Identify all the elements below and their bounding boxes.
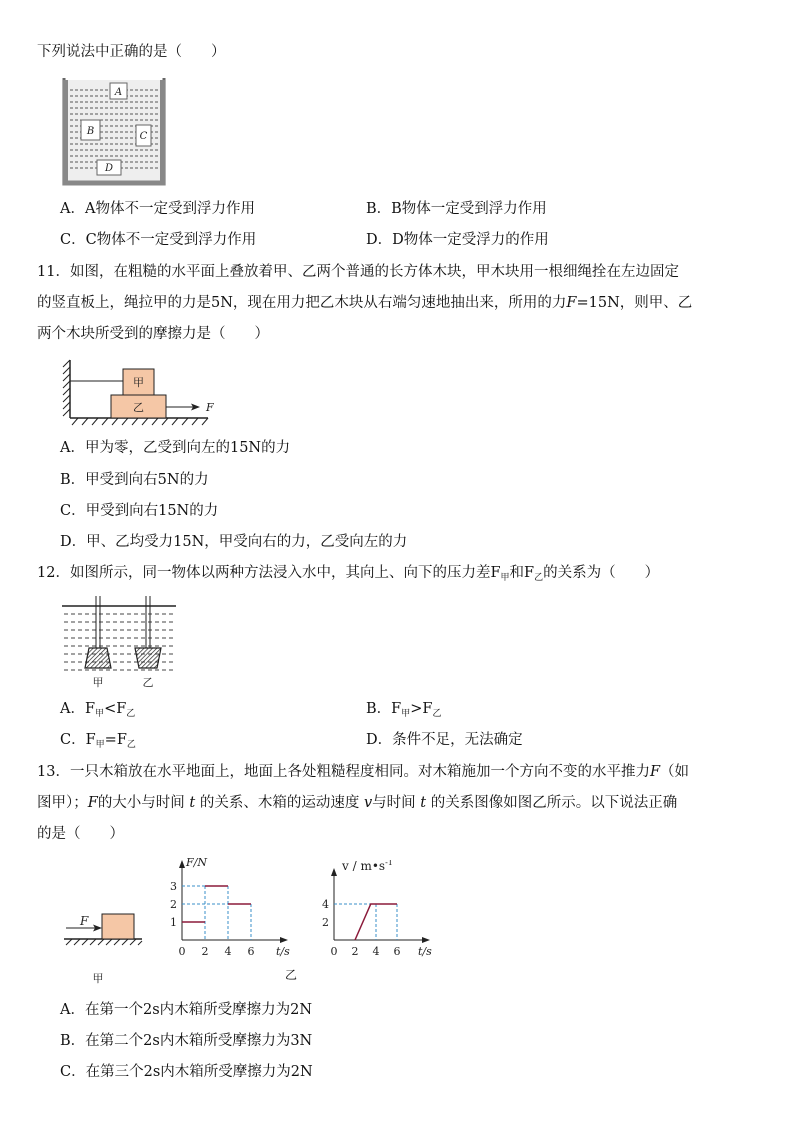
q11-stem-line2: 的竖直板上，绳拉甲的力是5N，现在用力把乙木块从右端匀速地抽出来，所用的力F=15N，则甲、乙 <box>37 295 693 311</box>
q13-option-b[interactable]: B．在第二个2s内木箱所受摩擦力为3N <box>60 1033 313 1049</box>
q11-option-c[interactable]: C．甲受到向右15N的力 <box>60 503 219 519</box>
label-b: B <box>86 126 95 137</box>
q11-blocks-figure <box>60 356 220 428</box>
v-t-chart <box>318 860 438 964</box>
q10-stem: 下列说法中正确的是（ ） <box>37 44 226 60</box>
label-yi: 乙 <box>142 676 154 689</box>
q10-option-a[interactable]: A．A物体不一定受到浮力作用 <box>60 201 255 217</box>
q10-option-b[interactable]: B．B物体一定受到浮力作用 <box>366 201 547 217</box>
f-t-chart <box>160 852 310 964</box>
q13-push-figure <box>60 908 150 988</box>
wooden-box <box>102 914 134 939</box>
q11-stem-line3: 两个木块所受到的摩擦力是（ ） <box>37 326 269 342</box>
v-y-tick-2: 2 <box>322 916 329 929</box>
q10-container-figure <box>60 76 170 188</box>
q12-option-d[interactable]: D．条件不足，无法确定 <box>366 732 523 748</box>
v-y-label: v / $m•s^{-1}$ <box>342 860 393 873</box>
f-x-label: t/s <box>276 945 290 958</box>
push-force-label: F <box>80 914 89 928</box>
q12-stem: 12．如图所示，同一物体以两种方法浸入水中，其向上、向下的压力差$F_甲$和$F_乙$的关系为（ ） <box>37 565 660 583</box>
q12-option-b[interactable]: B．$F_甲>F_乙$ <box>366 701 442 719</box>
label-a: A <box>114 87 123 98</box>
v-x-tick-2: 2 <box>351 945 359 958</box>
q13-stem-line3: 的是（ ） <box>37 826 124 842</box>
q13-stem-line2: 图甲）；F的大小与时间 t 的关系、木箱的运动速度 v与时间 t 的关系图像如图乙所示。以下说法正确 <box>37 795 678 811</box>
f-y-tick-1: 1 <box>170 916 177 929</box>
q13-option-c[interactable]: C．在第三个2s内木箱所受摩擦力为2N <box>60 1064 313 1080</box>
figure-jia-label: 甲 <box>92 972 104 985</box>
f-x-tick-4: 4 <box>224 945 232 958</box>
q11-option-d[interactable]: D．甲、乙均受力15N，甲受向右的力，乙受向左的力 <box>60 534 408 550</box>
v-x-tick-6: 6 <box>393 945 401 958</box>
q12-immersion-figure <box>60 596 180 690</box>
q10-option-d[interactable]: D．D物体一定受浮力的作用 <box>366 232 549 248</box>
label-jia: 甲 <box>133 376 144 389</box>
q11-option-b[interactable]: B．甲受到向右5N的力 <box>60 472 209 488</box>
q12-option-a[interactable]: A．$F_甲<F_乙$ <box>60 701 136 719</box>
f-chart-y-arrow <box>179 860 185 868</box>
figure-yi-label: 乙 <box>285 968 298 982</box>
f-x-tick-6: 6 <box>247 945 255 958</box>
f-chart-x-arrow <box>280 937 288 943</box>
v-y-tick-4: 4 <box>322 898 329 911</box>
label-yi: 乙 <box>133 401 144 414</box>
label-jia: 甲 <box>92 676 104 689</box>
q10-option-c[interactable]: C．C物体不一定受到浮力作用 <box>60 232 257 248</box>
f-x-tick-2: 2 <box>201 945 209 958</box>
v-chart-y-arrow <box>331 868 337 876</box>
v-x-label: t/s <box>418 945 432 958</box>
q13-stem-line1: 13．一只木箱放在水平地面上，地面上各处粗糙程度相同。对木箱施加一个方向不变的水平推力F（如 <box>37 764 690 780</box>
label-c: C <box>139 131 148 142</box>
v-chart-x-arrow <box>422 937 430 943</box>
f-y-tick-2: 2 <box>170 898 177 911</box>
object-yi <box>135 648 161 668</box>
v-x-tick-0: 0 <box>330 945 338 958</box>
label-force: F <box>206 401 214 414</box>
f-y-tick-3: 3 <box>170 880 177 893</box>
q13-option-a[interactable]: A．在第一个2s内木箱所受摩擦力为2N <box>60 1002 313 1018</box>
v-x-tick-4: 4 <box>372 945 380 958</box>
q11-option-a[interactable]: A．甲为零，乙受到向左的15N的力 <box>60 440 291 456</box>
q11-stem-line1: 11．如图，在粗糙的水平面上叠放着甲、乙两个普通的长方体木块，甲木块用一根细绳拴在左边固定 <box>37 264 679 280</box>
label-d: D <box>104 163 114 174</box>
f-y-label: F/N <box>186 856 207 869</box>
f-x-tick-0: 0 <box>178 945 186 958</box>
q12-option-c[interactable]: C．$F_甲=F_乙$ <box>60 732 136 750</box>
object-jia <box>85 648 111 668</box>
